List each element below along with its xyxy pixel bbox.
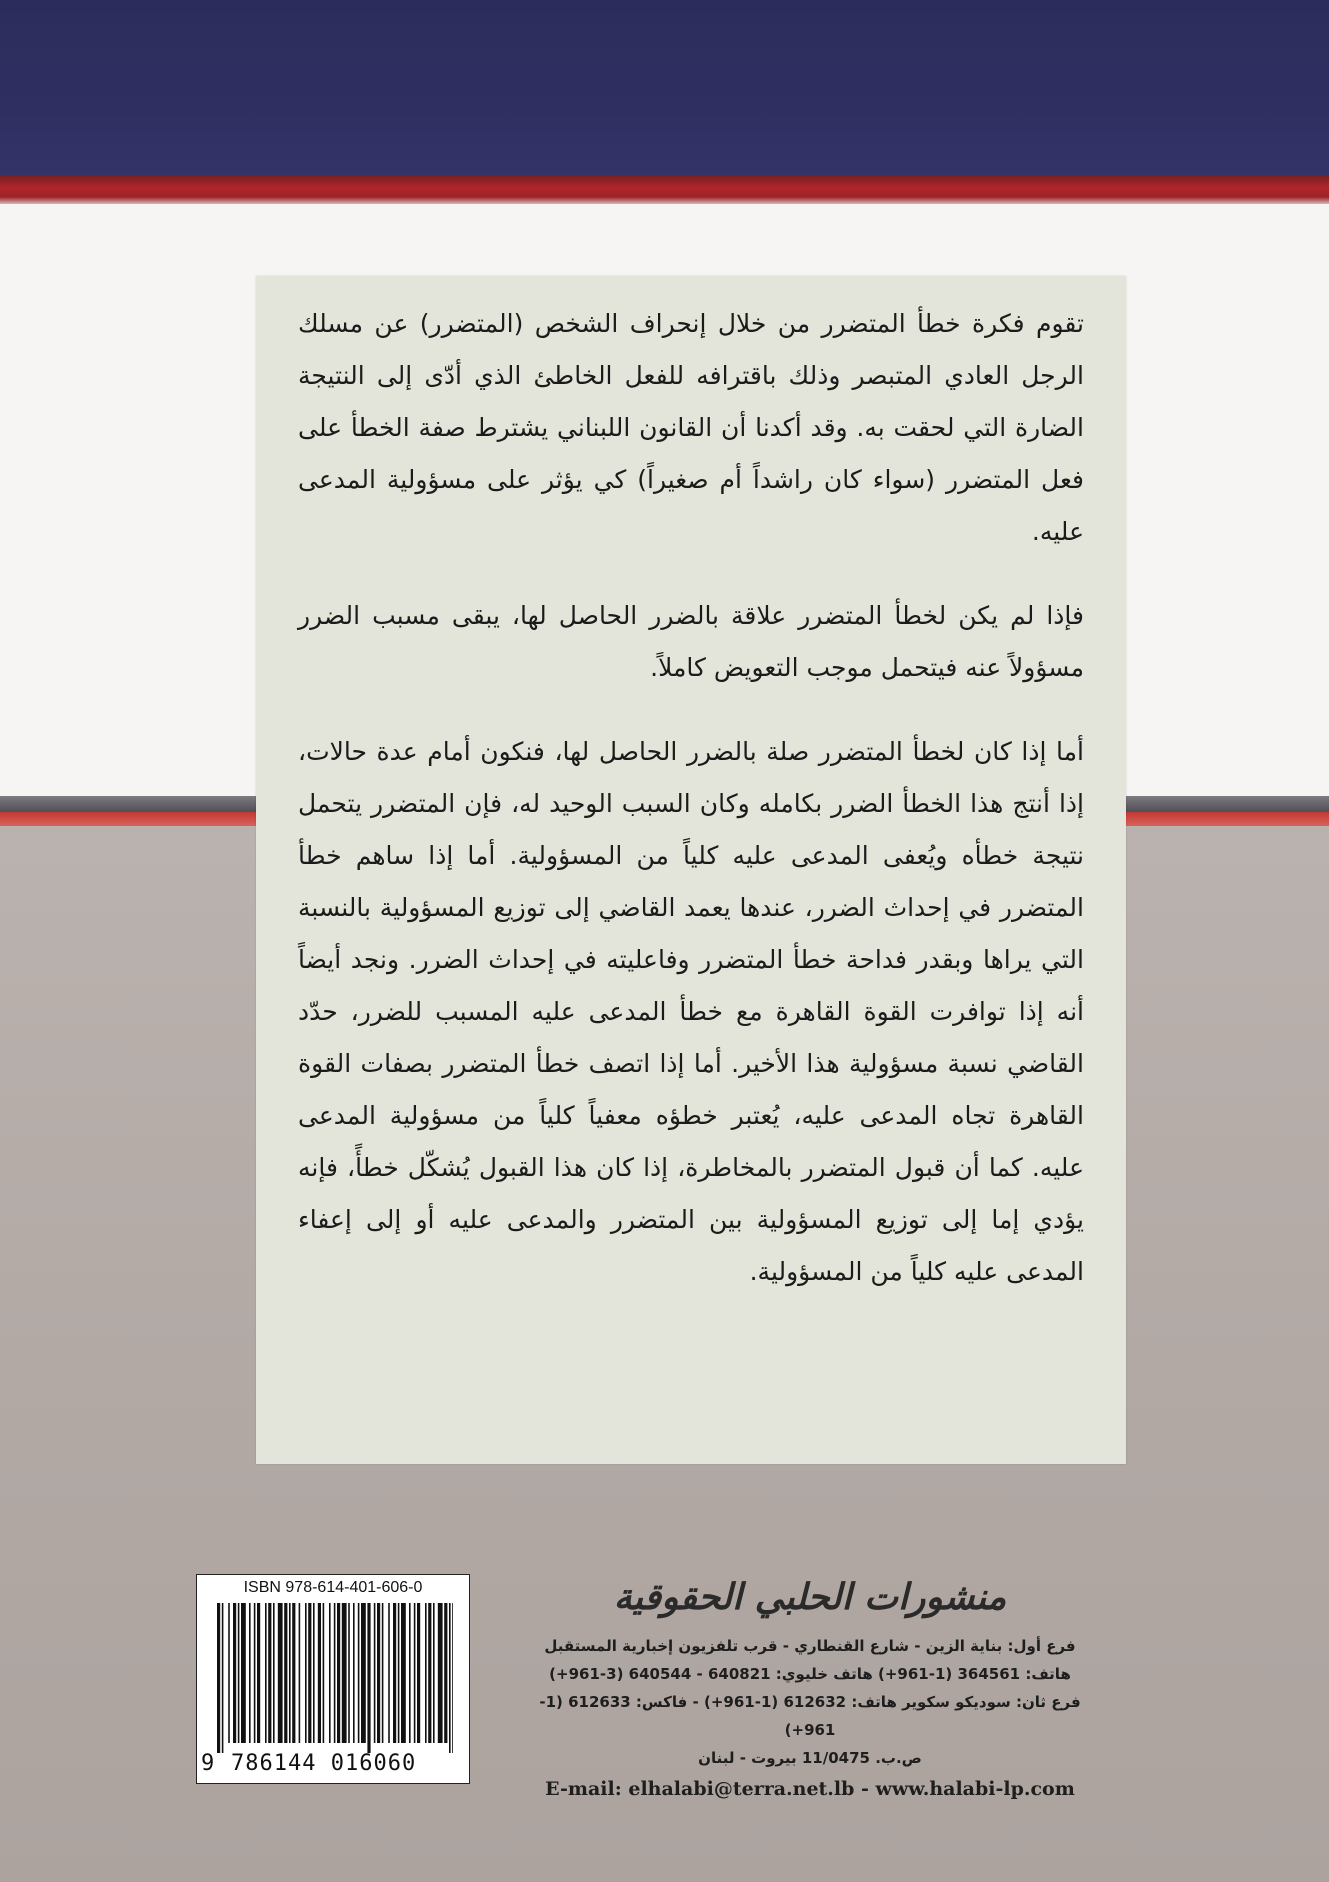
barcode-bar [409,1603,411,1743]
barcode-bar [284,1603,287,1743]
barcode-bar [278,1603,283,1743]
isbn-label: ISBN 978-614-401-606-0 [243,1579,423,1596]
barcode-bar [334,1603,336,1743]
publisher-block [520,1576,1100,1800]
barcode-bar [265,1603,267,1743]
barcode-bar [318,1603,321,1743]
barcode-bar [348,1603,350,1743]
barcode-bar [353,1603,355,1743]
barcode-bar [241,1603,246,1743]
barcode-bar [425,1603,427,1743]
barcode-bar [238,1603,240,1743]
blurb-text [298,298,1084,1330]
barcode-bar [329,1603,331,1743]
barcode-bar [444,1603,447,1743]
barcode-bar [222,1603,224,1753]
barcode-bar [398,1603,400,1743]
barcode-bar [393,1603,396,1743]
blurb-paragraph-2: فإذا لم يكن لخطأ المتضرر علاقة بالضرر الحاصل لها، يبقى مسبب الضرر مسؤولاً عنه فيتحمل موجب التعويض كاملاً. [298,601,1084,682]
branch-two-address: فرع ثان: سوديكو سكوير هاتف: 612632 (1-961+) - فاكس: 612633 (1-961+) [539,1693,1081,1739]
barcode-bar [438,1603,443,1743]
barcode-bar [433,1603,435,1743]
email-website: E-mail: elhalabi@terra.net.lb - www.halabi-lp.com [545,1778,1075,1800]
barcode-bar [305,1603,307,1743]
barcode-bar [337,1603,340,1743]
isbn-barcode [196,1574,470,1784]
barcode-first-digit: 9 [201,1751,215,1776]
barcode-bar [299,1603,301,1743]
barcode-bar [358,1603,360,1743]
barcode-bar [401,1603,406,1743]
barcode-bar [449,1603,451,1753]
barcode-digits: 786144 016060 [231,1751,417,1776]
barcode-bar [428,1603,431,1743]
barcode-bar [342,1603,347,1743]
barcode-bar [374,1603,376,1743]
branch-one-phones: هاتف: 364561 (1-961+) هاتف خليوي: 640821 - 640544 (3-961+) [549,1665,1071,1683]
po-box: ص.ب. 11/0475 بيروت - لبنان [698,1749,922,1767]
barcode-bar [268,1603,271,1743]
barcode-bar [367,1603,370,1753]
barcode-bar [388,1603,390,1743]
barcode-bar [228,1603,230,1743]
barcode-bar [377,1603,380,1743]
barcode-bar [382,1603,384,1743]
blurb-paragraph-3: أما إذا كان لخطأ المتضرر صلة بالضرر الحاصل لها، فنكون أمام عدة حالات، إذا أنتج هذا الخطأ الضرر بكامله وكان السبب الوحيد له، فإن المتضرر يتحمل نتيجة خطأه ويُعفى المدعى عليه كلياً من المسؤولية. أما إذا ساهم خطأ المتضرر في إحداث الضرر، عندها يعمد القاضي إلى توزيع المسؤولية بالنسبة التي يراها وبقدر فداحة خطأ المتضرر وفاعليته في إحداث الضرر. ونجد أيضاً أنه إذا توافرت القوة القاهرة مع خطأ المدعى عليه المسبب للضرر، حدّد القاضي نسبة مسؤولية هذا الأخير. أما إذا اتصف خطأ المتضرر بصفات القوة القاهرة تجاه المدعى عليه، يُعتبر خطؤه معفياً كلياً من مسؤولية المدعى عليه. كما أن قبول المتضرر بالمخاطرة، إذا كان هذا القبول يُشكّل خطأً، فإنه يؤدي إما إلى توزيع المسؤولية بين المتضرر والمدعى عليه أو إلى إعفاء المدعى عليه كلياً من المسؤولية. [298,737,1084,1286]
barcode-bar [233,1603,236,1743]
red-stripe-top [0,176,1329,206]
barcode-bar [361,1603,366,1743]
barcode-bars-icon [217,1603,453,1753]
barcode-bar [308,1603,311,1743]
barcode-bar [249,1603,251,1743]
barcode-bar [292,1603,295,1743]
branch-one-address: فرع أول: بناية الزين - شارع القنطاري - قرب تلفزيون إخبارية المستقبل [544,1637,1076,1655]
barcode-bar [452,1603,453,1753]
navy-top-band [0,0,1329,182]
barcode-bar [313,1603,315,1743]
blurb-panel [256,276,1126,1464]
barcode-bar [289,1603,291,1743]
barcode-bar [323,1603,325,1743]
barcode-bar [217,1603,220,1753]
blurb-paragraph-1: تقوم فكرة خطأ المتضرر من خلال إنحراف الشخص (المتضرر) عن مسلك الرجل العادي المتبصر وذلك باقترافه للفعل الخاطئ الذي أدّى إلى النتيجة الضارة التي لحقت به. وقد أكدنا أن القانون اللبناني يشترط صفة الخطأ على فعل المتضرر (سواء كان راشداً أم صغيراً) كي يؤثر على مسؤولية المدعى عليه. [298,309,1084,546]
barcode-bar [417,1603,420,1743]
barcode-bar [257,1603,260,1743]
barcode-bar [414,1603,416,1743]
barcode-bar [254,1603,256,1743]
publisher-logo: منشورات الحلبي الحقوقية [613,1576,1007,1618]
barcode-bar [273,1603,275,1743]
